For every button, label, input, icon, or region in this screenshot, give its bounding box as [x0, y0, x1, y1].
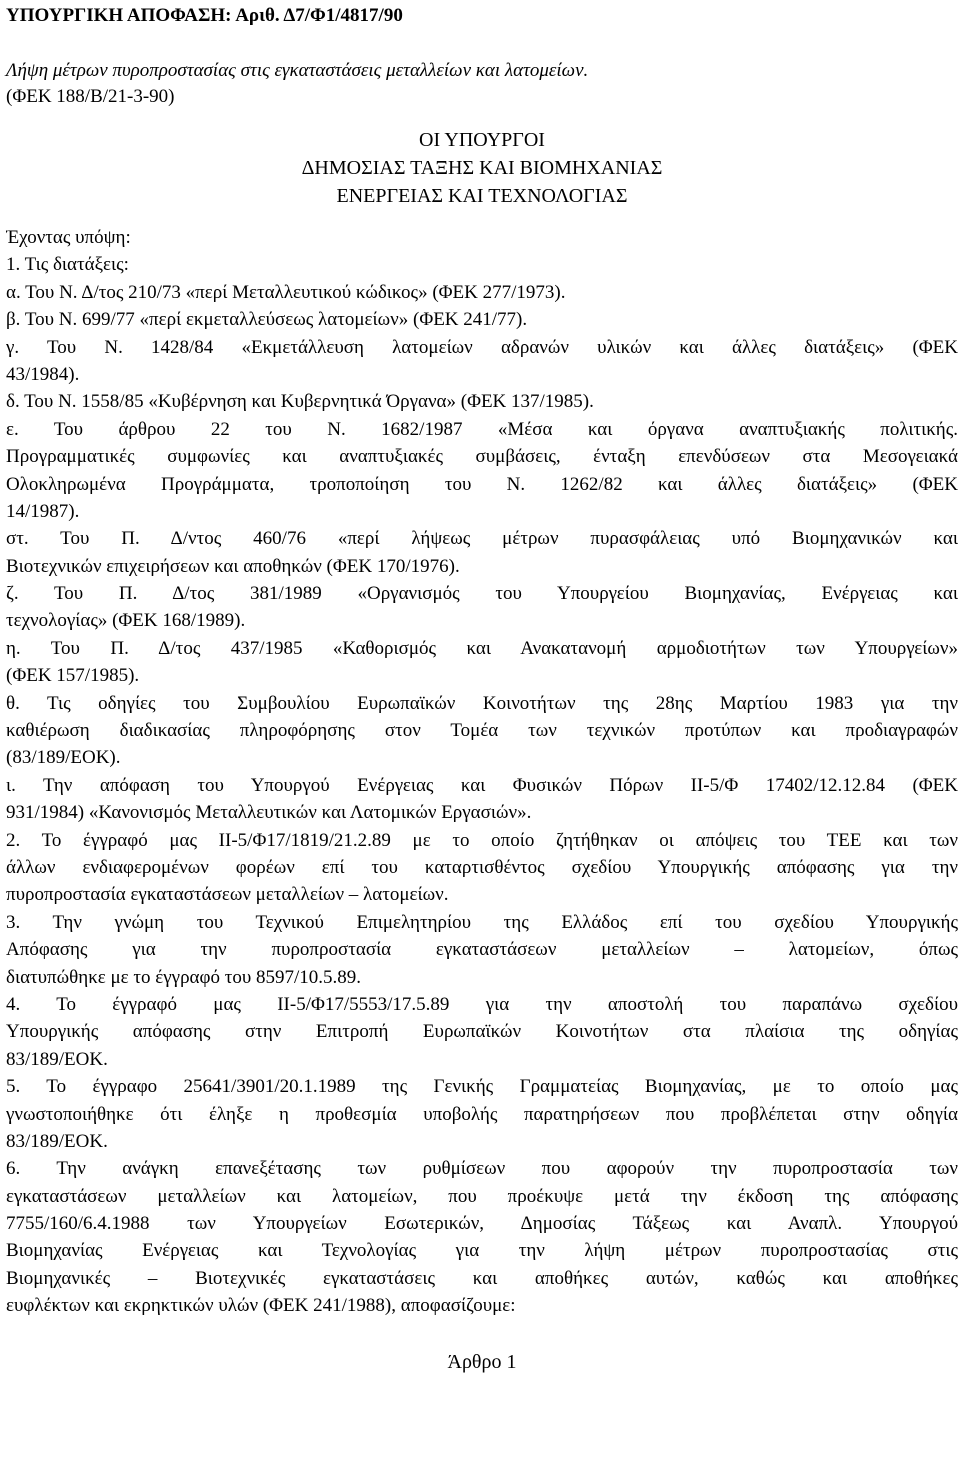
- body-line: πυροπροστασία εγκαταστάσεων μεταλλείων – λατομείων.: [6, 884, 449, 906]
- body-line: δ. Του Ν. 1558/85 «Κυβέρνηση και Κυβερνητικά Όργανα» (ΦΕΚ 137/1985).: [6, 391, 594, 413]
- body-line: ι. Την απόφαση του Υπουργού Ενέργειας και Φυσικών Πόρων ΙΙ-5/Φ 17402/12.12.84 (ΦΕΚ: [6, 774, 958, 796]
- body-line: γνωστοποιήθηκε ότι έληξε η προθεσμία υποβολής παρατηρήσεων που προβλέπεται στην οδηγία: [6, 1103, 958, 1125]
- authority-line: ΟΙ ΥΠΟΥΡΓΟΙ: [419, 129, 545, 151]
- body-line: Βιοτεχνικών επιχειρήσεων και αποθηκών (ΦΕΚ 170/1976).: [6, 555, 460, 577]
- body-line: θ. Τις οδηγίες του Συμβουλίου Ευρωπαϊκών Κοινοτήτων της 28ης Μαρτίου 1983 για την: [6, 692, 958, 714]
- body-line: α. Του Ν. Δ/τος 210/73 «περί Μεταλλευτικού κώδικος» (ΦΕΚ 277/1973).: [6, 281, 566, 303]
- body-line: η. Του Π. Δ/τος 437/1985 «Καθορισμός και Ανακατανομή αρμοδιοτήτων των Υπουργείων»: [6, 637, 958, 659]
- spacer: [6, 210, 958, 224]
- body-line: 6. Την ανάγκη επανεξέτασης των ρυθμίσεων που αφορούν την πυροπροστασία των: [6, 1158, 958, 1180]
- body-line: β. Του Ν. 699/77 «περί εκμεταλλεύσεως λατομείων» (ΦΕΚ 241/77).: [6, 309, 528, 331]
- gazette-reference: (ΦΕΚ 188/Β/21-3-90): [6, 86, 175, 107]
- body-line: ζ. Του Π. Δ/τος 381/1989 «Οργανισμός του Υπουργείου Βιομηχανίας, Ενέργειας και: [6, 583, 958, 605]
- document-subject: Λήψη μέτρων πυροπροστασίας στις εγκαταστάσεις μεταλλείων και λατομείων.: [6, 60, 589, 81]
- body-line: Προγραμματικές συμφωνίες και αναπτυξιακές συμβάσεις, ένταξη επενδύσεων στα Μεσογειακά: [6, 446, 958, 468]
- authority-line: ΕΝΕΡΓΕΙΑΣ ΚΑΙ ΤΕΧΝΟΛΟΓΙΑΣ: [336, 185, 628, 207]
- body-line: (83/189/ΕΟΚ).: [6, 747, 121, 769]
- body-line: ε. Του άρθρου 22 του Ν. 1682/1987 «Μέσα και όργανα αναπτυξιακής πολιτικής.: [6, 418, 958, 440]
- body-line: 2. Το έγγραφό μας ΙΙ-5/Φ17/1819/21.2.89 με το οποίο ζητήθηκαν οι απόψεις του ΤΕΕ και των: [6, 829, 958, 851]
- body-line: 3. Την γνώμη του Τεχνικού Επιμελητηρίου της Ελλάδος επί του σχεδίου Υπουργικής: [6, 911, 958, 933]
- body-line: Βιομηχανίας Ενέργειας και Τεχνολογίας για την λήψη μέτρων πυροπροστασίας στις: [6, 1240, 958, 1262]
- spacer: [6, 1320, 958, 1348]
- body-line: 83/189/ΕΟΚ.: [6, 1048, 108, 1070]
- body-line: άλλων ενδιαφερομένων φορέων επί του καταρτισθέντος σχεδίου Υπουργικής απόφασης για την: [6, 856, 958, 878]
- body-line: 7755/160/6.4.1988 των Υπουργείων Εσωτερικών, Δημοσίας Τάξεως και Αναπλ. Υπουργού: [6, 1213, 958, 1235]
- document-page: [6, 0, 958, 1376]
- body-line: 931/1984) «Κανονισμός Μεταλλευτικών και Λατομικών Εργασιών».: [6, 802, 532, 824]
- body-line: 43/1984).: [6, 363, 80, 385]
- body-line: 5. Το έγγραφο 25641/3901/20.1.1989 της Γενικής Γραμματείας Βιομηχανίας, με το οποίο μας: [6, 1076, 958, 1098]
- body-line: 1. Τις διατάξεις:: [6, 254, 129, 276]
- body-line: στ. Του Π. Δ/ντος 460/76 «περί λήψεως μέτρων πυρασφάλειας υπό Βιομηχανικών και: [6, 528, 958, 550]
- body-line: 83/189/ΕΟΚ.: [6, 1130, 108, 1152]
- body-line: τεχνολογίας» (ΦΕΚ 168/1989).: [6, 610, 246, 632]
- body-line: ευφλέκτων και εκρηκτικών υλών (ΦΕΚ 241/1988), αποφασίζουμε:: [6, 1295, 516, 1317]
- body-line: καθιέρωση διαδικασίας πληροφόρησης στον Τομέα των τεχνικών προτύπων και προδιαγραφών: [6, 720, 958, 742]
- body-line: γ. Του Ν. 1428/84 «Εκμετάλλευση λατομείων αδρανών υλικών και άλλες διατάξεις» (ΦΕΚ: [6, 336, 958, 358]
- body-line: Απόφασης για την πυροπροστασία εγκαταστάσεων μεταλλείων – λατομείων, όπως: [6, 939, 958, 961]
- spacer: [6, 110, 958, 126]
- article-heading: Άρθρο 1: [447, 1350, 517, 1373]
- body-line: (ΦΕΚ 157/1985).: [6, 665, 140, 687]
- body-line: Βιομηχανικές – Βιοτεχνικές εγκαταστάσεις και αποθήκες αυτών, καθώς και αποθήκες: [6, 1267, 958, 1289]
- body-line: Έχοντας υπόψη:: [6, 227, 131, 248]
- body-line: Ολοκληρωμένα Προγράμματα, τροποποίηση του Ν. 1262/82 και άλλες διατάξεις» (ΦΕΚ: [6, 473, 958, 495]
- body-line: Υπουργικής απόφασης στην Επιτροπή Ευρωπαϊκών Κοινοτήτων στα πλαίσια της οδηγίας: [6, 1021, 958, 1043]
- body-line: 4. Το έγγραφό μας ΙΙ-5/Φ17/5553/17.5.89 για την αποστολή του παραπάνω σχεδίου: [6, 993, 958, 1015]
- document-heading: ΥΠΟΥΡΓΙΚΗ ΑΠΟΦΑΣΗ: Αριθ. Δ7/Φ1/4817/90: [6, 5, 403, 26]
- body-line: εγκαταστάσεων μεταλλείων και λατομείων, που προέκυψε μετά την έκδοση της απόφασης: [6, 1185, 958, 1207]
- spacer: [6, 30, 958, 58]
- authority-line: ΔΗΜΟΣΙΑΣ ΤΑΞΗΣ ΚΑΙ ΒΙΟΜΗΧΑΝΙΑΣ: [301, 157, 663, 179]
- issuing-authority: [6, 126, 958, 210]
- document-body: [6, 224, 958, 1320]
- body-line: 14/1987).: [6, 500, 80, 522]
- body-line: διατυπώθηκε με το έγγραφό του 8597/10.5.89.: [6, 966, 362, 988]
